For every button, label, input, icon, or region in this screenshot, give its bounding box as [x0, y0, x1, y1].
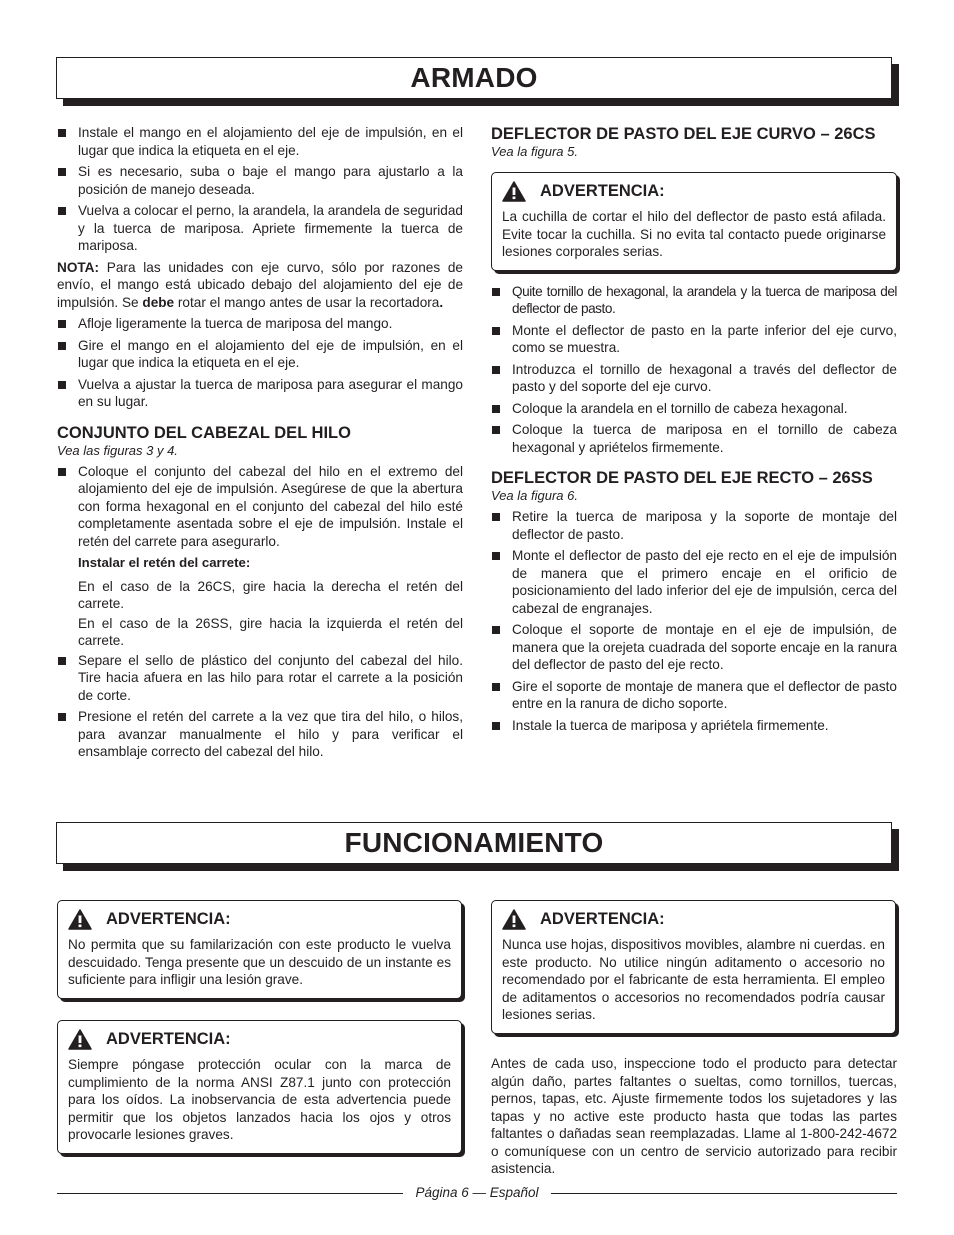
warning-header: ADVERTENCIA:	[502, 181, 886, 202]
warning-text: Nunca use hojas, dispositivos movibles, alambre ni cuerdas. en este producto. No utilice ningún aditamento o accesorio no recomendado por el fabricante de esta herramienta. El empleo de aditamentos o accesorios no recomendados podría causar lesiones serias.	[502, 937, 885, 1022]
curvo-bullets	[491, 283, 897, 457]
warning-triangle-icon	[68, 909, 92, 930]
warning-text: La cuchilla de cortar el hilo del deflector de pasto está afilada. Evite tocar la cuchilla. Si no evita tal contacto puede originarse lesiones corporales serias.	[502, 209, 886, 259]
recto-bullets	[491, 508, 897, 734]
list-item: Si es necesario, suba o baje el mango para ajustarlo a la posición de manejo deseada.	[57, 163, 463, 198]
armado-left-column	[57, 124, 463, 765]
list-item: Monte el deflector de pasto en la parte inferior del eje curvo, como se muestra.	[491, 322, 897, 357]
warning-triangle-icon	[502, 909, 526, 930]
warning-triangle-icon	[502, 181, 526, 202]
list-item: Coloque el soporte de montaje en el eje de impulsión, de manera que la orejeta cuadrada del soporte encaje en la ranura del deflector de pasto del eje recto.	[491, 621, 897, 674]
warning-box-accesorios	[491, 900, 896, 1034]
list-item: Vuelva a ajustar la tuerca de mariposa para asegurar el mango en su lugar.	[57, 376, 463, 411]
warning-box-cuchilla	[491, 172, 897, 271]
see-figures-3-4: Vea las figuras 3 y 4.	[57, 442, 178, 458]
page-footer: Página 6 — Español	[0, 1185, 954, 1200]
section-title-funcionamiento: FUNCIONAMIENTO	[56, 822, 892, 864]
square-bullet-icon	[492, 722, 500, 730]
warning-header: ADVERTENCIA:	[68, 909, 451, 930]
square-bullet-icon	[492, 426, 500, 434]
heading-cabezal: CONJUNTO DEL CABEZAL DEL HILO	[57, 423, 351, 442]
square-bullet-icon	[492, 405, 500, 413]
square-bullet-icon	[58, 168, 66, 176]
list-item: Monte el deflector de pasto del eje recto en el eje de impulsión de manera que el primero encaje en el orificio de posicionamiento del lado inferior del eje de impulsión, cerca del cabezal de engranajes.	[491, 547, 897, 617]
list-item: Instale la tuerca de mariposa y apriétela firmemente.	[491, 717, 897, 735]
heading-deflector-recto: DEFLECTOR DE PASTO DEL EJE RECTO – 26SS	[491, 469, 873, 487]
warning-triangle-icon	[68, 1029, 92, 1050]
sub-para-26ss: En el caso de la 26SS, gire hacia la izquierda el retén del carrete.	[78, 615, 463, 648]
list-item: Instale el mango en el alojamiento del eje de impulsión, en el lugar que indica la etiqueta en el eje.	[57, 124, 463, 159]
square-bullet-icon	[58, 207, 66, 215]
square-bullet-icon	[58, 320, 66, 328]
square-bullet-icon	[492, 327, 500, 335]
heading-deflector-curvo: DEFLECTOR DE PASTO DEL EJE CURVO – 26CS	[491, 125, 876, 143]
square-bullet-icon	[58, 342, 66, 350]
square-bullet-icon	[492, 513, 500, 521]
cabezal-bullets-b	[57, 652, 463, 761]
list-item: Retire la tuerca de mariposa y la soporte de montaje del deflector de pasto.	[491, 508, 897, 543]
list-item: Separe el sello de plástico del conjunto del cabezal del hilo. Tire hacia afuera en las hilo para rotar el carrete a la posición de corte.	[57, 652, 463, 705]
square-bullet-icon	[492, 683, 500, 691]
square-bullet-icon	[58, 381, 66, 389]
sub-para-26cs: En el caso de la 26CS, gire hacia la derecha el retén del carrete.	[78, 578, 463, 611]
cabezal-bullets-a	[57, 463, 463, 551]
square-bullet-icon	[492, 626, 500, 634]
list-item: Coloque el conjunto del cabezal del hilo en el extremo del alojamiento del eje de impulsión. Asegúrese de que la abertura con forma hexagonal en el conjunto del cabezal del hilo esté completamente asentada sobre el eje de impulsión. Instale el retén del carrete para asegurarlo.	[57, 463, 463, 551]
sub-heading-reten: Instalar el retén del carrete:	[78, 555, 251, 570]
list-item: Introduzca el tornillo de hexagonal a través del deflector de pasto y del soporte del eje curvo.	[491, 361, 897, 396]
warning-box-descuido	[57, 900, 462, 999]
handle-adjust-bullets	[57, 315, 463, 411]
section-title-armado: ARMADO	[56, 57, 892, 99]
list-item: Gire el mango en el alojamiento del eje de impulsión, en el lugar que indica la etiqueta en el eje.	[57, 337, 463, 372]
warning-header: ADVERTENCIA:	[502, 909, 885, 930]
square-bullet-icon	[58, 129, 66, 137]
square-bullet-icon	[58, 713, 66, 721]
list-item: Quite tornillo de hexagonal, la arandela y la tuerca de mariposa del deflector de pasto.	[491, 283, 897, 318]
list-item: Coloque la tuerca de mariposa en el tornillo de cabeza hexagonal y apriételos firmemente.	[491, 421, 897, 456]
note-paragraph: NOTA: Para las unidades con eje curvo, sólo por razones de envío, el mango está ubicado debajo del alojamiento del eje de impulsión. Se debe rotar el mango antes de usar la recortadora.	[57, 259, 463, 310]
square-bullet-icon	[492, 552, 500, 560]
square-bullet-icon	[492, 366, 500, 374]
handle-bullets	[57, 124, 463, 255]
list-item: Afloje ligeramente la tuerca de mariposa del mango.	[57, 315, 463, 333]
warning-text: No permita que su familarización con este producto le vuelva descuidado. Tenga presente que un descuido de un instante es suficiente para infligir una lesión grave.	[68, 937, 451, 987]
warning-box-proteccion	[57, 1020, 462, 1154]
list-item: Vuelva a colocar el perno, la arandela, la arandela de seguridad y la tuerca de mariposa. Apriete firmemente la tuerca de mariposa.	[57, 202, 463, 255]
list-item: Coloque la arandela en el tornillo de cabeza hexagonal.	[491, 400, 897, 418]
see-figure-6: Vea la figura 6.	[491, 488, 578, 503]
warning-header: ADVERTENCIA:	[68, 1029, 451, 1050]
see-figure-5: Vea la figura 5.	[491, 144, 578, 159]
list-item: Gire el soporte de montaje de manera que el deflector de pasto entre en la ranura de dicho soporte.	[491, 678, 897, 713]
square-bullet-icon	[58, 657, 66, 665]
armado-right-column	[491, 124, 897, 738]
list-item: Presione el retén del carrete a la vez que tira del hilo, o hilos, para avanzar manualmente el hilo y para verificar el ensamblaje correcto del cabezal del hilo.	[57, 708, 463, 761]
square-bullet-icon	[58, 468, 66, 476]
warning-text: Siempre póngase protección ocular con la marca de cumplimiento de la norma ANSI Z87.1 junto con protección para los oídos. La inobservancia de esta advertencia puede permitir que los objetos lanzados hacia los ojos y otros provocarle lesiones graves.	[68, 1057, 451, 1142]
inspection-paragraph: Antes de cada uso, inspeccione todo el producto para detectar algún daño, partes faltantes o sueltas, como tornillos, tuercas, pernos, tapas, etc. Ajuste firmemente todos los sujetadores y las tapas y no active este producto hasta que todas las partes faltantes o dañadas sean reemplazadas. Llame al 1-800-242-4672 o comuníquese con un centro de servicio autorizado para recibir asistencia.	[491, 1056, 897, 1176]
square-bullet-icon	[492, 288, 500, 296]
